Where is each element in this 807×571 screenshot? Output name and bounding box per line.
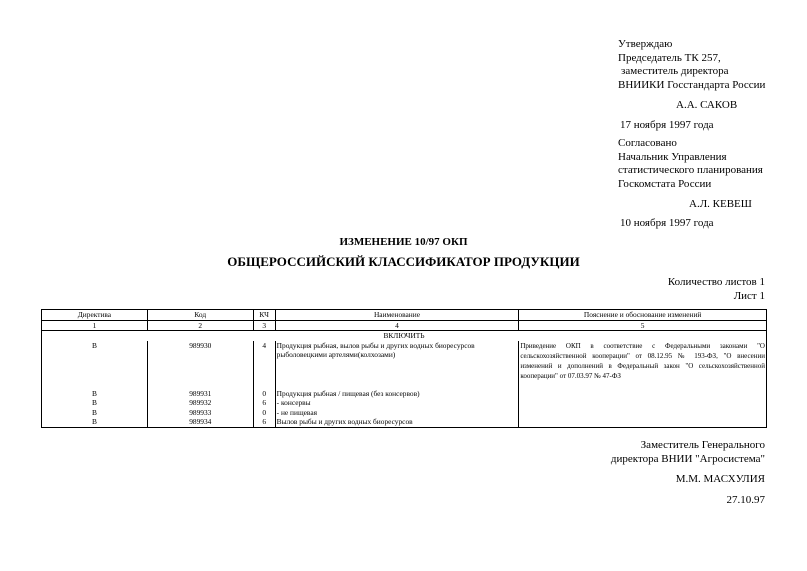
bottom-line: Заместитель Генерального xyxy=(640,439,765,451)
cell-kch: 4 xyxy=(253,341,275,389)
column-number: 4 xyxy=(275,320,519,331)
cell-note xyxy=(519,408,767,418)
cell-note xyxy=(519,398,767,408)
column-number: 5 xyxy=(519,320,767,331)
header-note: Пояснение и обоснование изменений xyxy=(519,310,767,321)
column-number: 1 xyxy=(42,320,148,331)
agreed-line: Согласовано xyxy=(618,137,677,149)
cell-directive: В xyxy=(42,408,148,418)
cell-directive: В xyxy=(42,341,148,389)
classifier-table xyxy=(41,309,767,428)
table-header-row xyxy=(42,310,767,321)
cell-directive: В xyxy=(42,389,148,399)
bottom-date: 27.10.97 xyxy=(726,494,765,506)
header-directive: Директива xyxy=(42,310,148,321)
cell-note xyxy=(519,417,767,427)
section-row xyxy=(42,331,767,341)
cell-code: 989932 xyxy=(147,398,253,408)
cell-name: - консервы xyxy=(275,398,519,408)
agreed-date: 10 ноября 1997 года xyxy=(620,217,714,229)
header-name: Наименование xyxy=(275,310,519,321)
table-row xyxy=(42,417,767,427)
table-row xyxy=(42,389,767,399)
sheet-info xyxy=(668,276,765,303)
approval-block xyxy=(618,38,798,92)
cell-kch: 0 xyxy=(253,389,275,399)
cell-directive: В xyxy=(42,398,148,408)
sheet-number: Лист 1 xyxy=(733,289,765,302)
cell-kch: 6 xyxy=(253,417,275,427)
header-kch: КЧ xyxy=(253,310,275,321)
cell-directive: В xyxy=(42,417,148,427)
approval-date: 17 ноября 1997 года xyxy=(620,119,714,131)
change-title: ИЗМЕНЕНИЕ 10/97 ОКП xyxy=(339,236,468,248)
cell-kch: 6 xyxy=(253,398,275,408)
cell-name: - не пищевая xyxy=(275,408,519,418)
table-number-row xyxy=(42,320,767,331)
column-number: 2 xyxy=(147,320,253,331)
table-row xyxy=(42,408,767,418)
cell-code: 989931 xyxy=(147,389,253,399)
approval-line: Утверждаю xyxy=(618,38,673,50)
agreed-line: Начальник Управления xyxy=(618,150,727,163)
column-number: 3 xyxy=(253,320,275,331)
bottom-signature-block xyxy=(611,439,765,466)
approval-line: Председатель ТК 257, xyxy=(618,51,721,64)
cell-name: Продукция рыбная, вылов рыбы и других водных биоресурсов рыболовецкими артелями(колхозами) xyxy=(275,341,519,389)
cell-note xyxy=(519,389,767,399)
agreed-block xyxy=(618,137,798,191)
table-row xyxy=(42,398,767,408)
table-row xyxy=(42,341,767,389)
cell-note: Приведение ОКП в соответствие с Федеральными законами "О сельскохозяйственной кооперации" от 08.12.95 № 193-ФЗ, "О внесении изменений и дополнений в Федеральный закон "О сельскохозяйственной кооперации" от 07.03.97 № 47-ФЗ xyxy=(519,341,767,389)
cell-kch: 0 xyxy=(253,408,275,418)
cell-name: Продукция рыбная / пищевая (без консервов) xyxy=(275,389,519,399)
header-code: Код xyxy=(147,310,253,321)
cell-name: Вылов рыбы и других водных биоресурсов xyxy=(275,417,519,427)
page-title: ОБЩЕРОССИЙСКИЙ КЛАССИФИКАТОР ПРОДУКЦИИ xyxy=(227,254,580,269)
bottom-line: директора ВНИИ "Агросистема" xyxy=(610,452,765,465)
cell-code: 989930 xyxy=(147,341,253,389)
approval-signer: А.А. САКОВ xyxy=(676,99,738,111)
approval-line: ВНИИКИ Госстандарта России xyxy=(618,78,766,91)
bottom-signer: М.М. МАСХУЛИЯ xyxy=(675,473,765,485)
agreed-signer: А.Л. КЕВЕШ xyxy=(689,198,752,210)
approval-line: заместитель директора xyxy=(621,65,729,77)
section-label: ВКЛЮЧИТЬ xyxy=(42,331,767,341)
cell-code: 989934 xyxy=(147,417,253,427)
cell-code: 989933 xyxy=(147,408,253,418)
sheets-count: Количество листов 1 xyxy=(667,276,765,288)
agreed-line: Госкомстата России xyxy=(618,177,712,190)
agreed-line: статистического планирования xyxy=(618,164,763,176)
